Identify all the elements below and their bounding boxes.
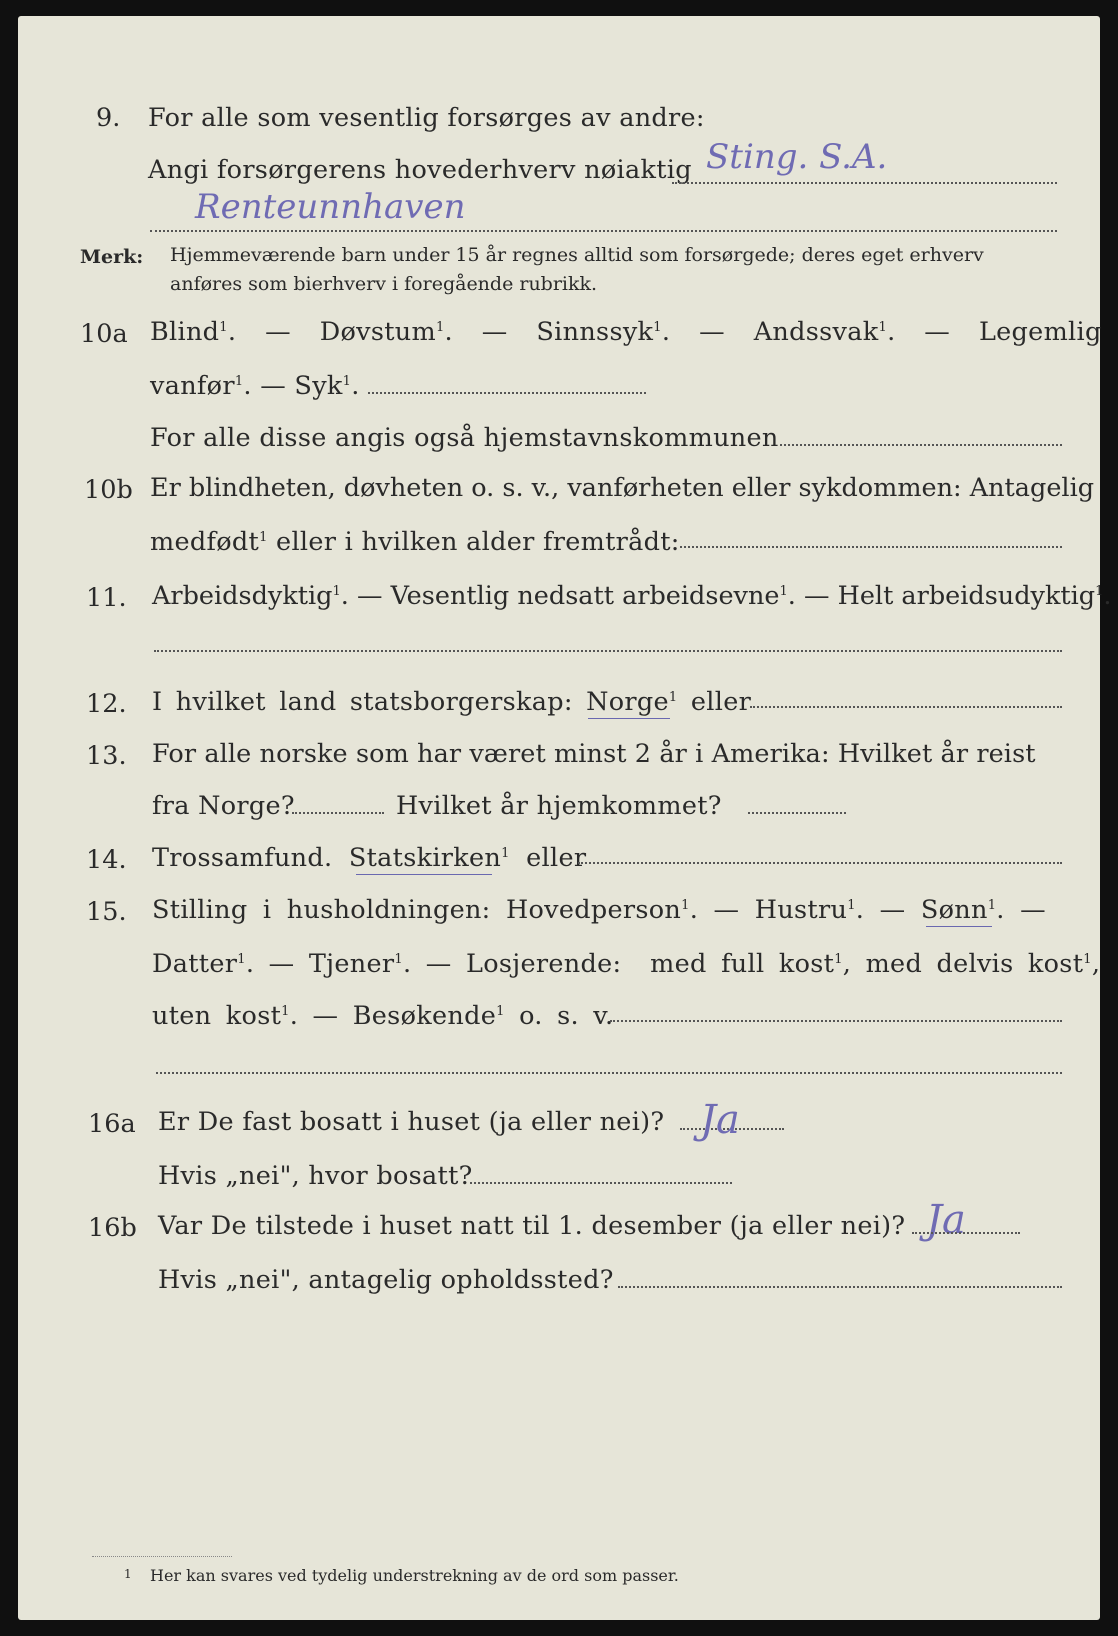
q10b-line2: medfødt$^1$ eller i hvilken alder fremtrådt:: [150, 527, 680, 557]
q16a-number: 16a: [88, 1109, 136, 1139]
q9-answer-line-1: [672, 182, 1057, 184]
q10a-sinnssyk: Sinnssyk: [536, 317, 654, 347]
q10a-legemlig: Legemlig: [978, 317, 1102, 347]
q16b-answer-line-2: [618, 1286, 1062, 1288]
q14-statskirken: Statskirken: [348, 843, 502, 873]
q13-line2a: fra Norge?: [152, 791, 295, 821]
q9-answer-handwritten-1: Sting. S.A.: [706, 137, 888, 177]
q10a-number: 10a: [80, 319, 128, 349]
q13-answer-line-2: [748, 812, 846, 814]
q9-number: 9.: [96, 103, 121, 133]
q16b-line2: Hvis „nei", antagelig opholdssted?: [158, 1265, 614, 1295]
q15-sonn: Sønn: [920, 895, 988, 925]
q13-answer-line-1: [292, 812, 384, 814]
q10a-andssvak: Andssvak: [753, 317, 879, 347]
merk-line2: anføres som bierhverv i foregående rubrikk.: [170, 273, 598, 295]
q11-line1: Arbeidsdyktig$^1$. — Vesentlig nedsatt arbeidsevne$^1$. — Helt arbeidsudyktig$^1$.: [152, 581, 1112, 611]
q9-answer-handwritten-2: Renteunnhaven: [195, 187, 466, 227]
q15-sonn-underline: [926, 926, 992, 927]
q14-answer-line: [578, 862, 1062, 864]
q9-answer-line-2: [150, 230, 1057, 232]
q14-number: 14.: [86, 845, 127, 875]
q10a-line3: For alle disse angis også hjemstavnskommunen: [150, 423, 779, 453]
q12-line: I hvilket land statsborgerskap: Norge$^1$ eller: [152, 687, 752, 717]
q12-answer-line: [750, 706, 1062, 708]
q15-answer-line-1: [610, 1020, 1062, 1022]
q14-statskirken-underline: [356, 874, 492, 875]
q16a-line1: Er De fast bosatt i huset (ja eller nei)?: [158, 1107, 665, 1137]
q13-line1: For alle norske som har været minst 2 år i Amerika: Hvilket år reist: [152, 739, 1036, 769]
q15-number: 15.: [86, 897, 127, 927]
footnote-mark: 1: [124, 1567, 132, 1581]
q12-norge: Norge: [586, 687, 669, 717]
footnote-rule: [92, 1556, 232, 1557]
q14-line: Trossamfund. Statskirken$^1$ eller: [152, 843, 587, 873]
q15-line3: uten kost$^1$. — Besøkende$^1$ o. s. v.: [152, 1001, 614, 1031]
q12-number: 12.: [86, 689, 127, 719]
q13-number: 13.: [86, 741, 127, 771]
q10a-answer-line-1: [368, 392, 646, 394]
q10b-number: 10b: [84, 475, 133, 505]
footnote-text: Her kan svares ved tydelig understrekning av de ord som passer.: [150, 1566, 679, 1585]
q9-line1: For alle som vesentlig forsørges av andre:: [148, 103, 705, 133]
merk-line1: Hjemmeværende barn under 15 år regnes alltid som forsørgede; deres eget erhverv: [170, 244, 984, 266]
q16b-number: 16b: [88, 1213, 137, 1243]
q16b-line1: Var De tilstede i huset natt til 1. desember (ja eller nei)?: [158, 1211, 906, 1241]
q16b-answer-handwritten: Ja: [926, 1197, 966, 1243]
q11-number: 11.: [86, 583, 127, 613]
q10a-line1: Blind$^1$. — Døvstum$^1$. — Sinnssyk$^1$. — Andssvak$^1$. — Legemlig: [150, 317, 1102, 347]
q10a-blind: Blind: [150, 317, 220, 347]
q16a-line2: Hvis „nei", hvor bosatt?: [158, 1161, 473, 1191]
q15-line2: Datter$^1$. — Tjener$^1$. — Losjerende: med full kost$^1$, med delvis kost$^1$,: [152, 949, 1101, 979]
q13-line2b: Hvilket år hjemkommet?: [396, 791, 722, 821]
q11-answer-line: [154, 650, 1062, 652]
q12-norge-underline: [588, 718, 670, 719]
q15-line1: Stilling i husholdningen: Hovedperson$^1$. — Hustru$^1$. — Sønn$^1$. —: [152, 895, 1046, 925]
merk-label: Merk:: [80, 246, 144, 268]
q10a-dovstum: Døvstum: [319, 317, 436, 347]
q16a-answer-handwritten: Ja: [700, 1097, 740, 1143]
q9-line2: Angi forsørgerens hovederhverv nøiaktig: [148, 155, 692, 185]
q15-answer-line-2: [156, 1072, 1062, 1074]
q10a-line2: vanfør$^1$. — Syk$^1$.: [150, 371, 360, 401]
q10b-answer-line: [680, 546, 1062, 548]
q16a-answer-line-2: [470, 1182, 732, 1184]
q10a-answer-line-2: [780, 444, 1062, 446]
q16b-answer-line-1: [912, 1232, 1020, 1234]
q10b-line1: Er blindheten, døvheten o. s. v., vanførheten eller sykdommen: Antagelig: [150, 473, 1095, 503]
